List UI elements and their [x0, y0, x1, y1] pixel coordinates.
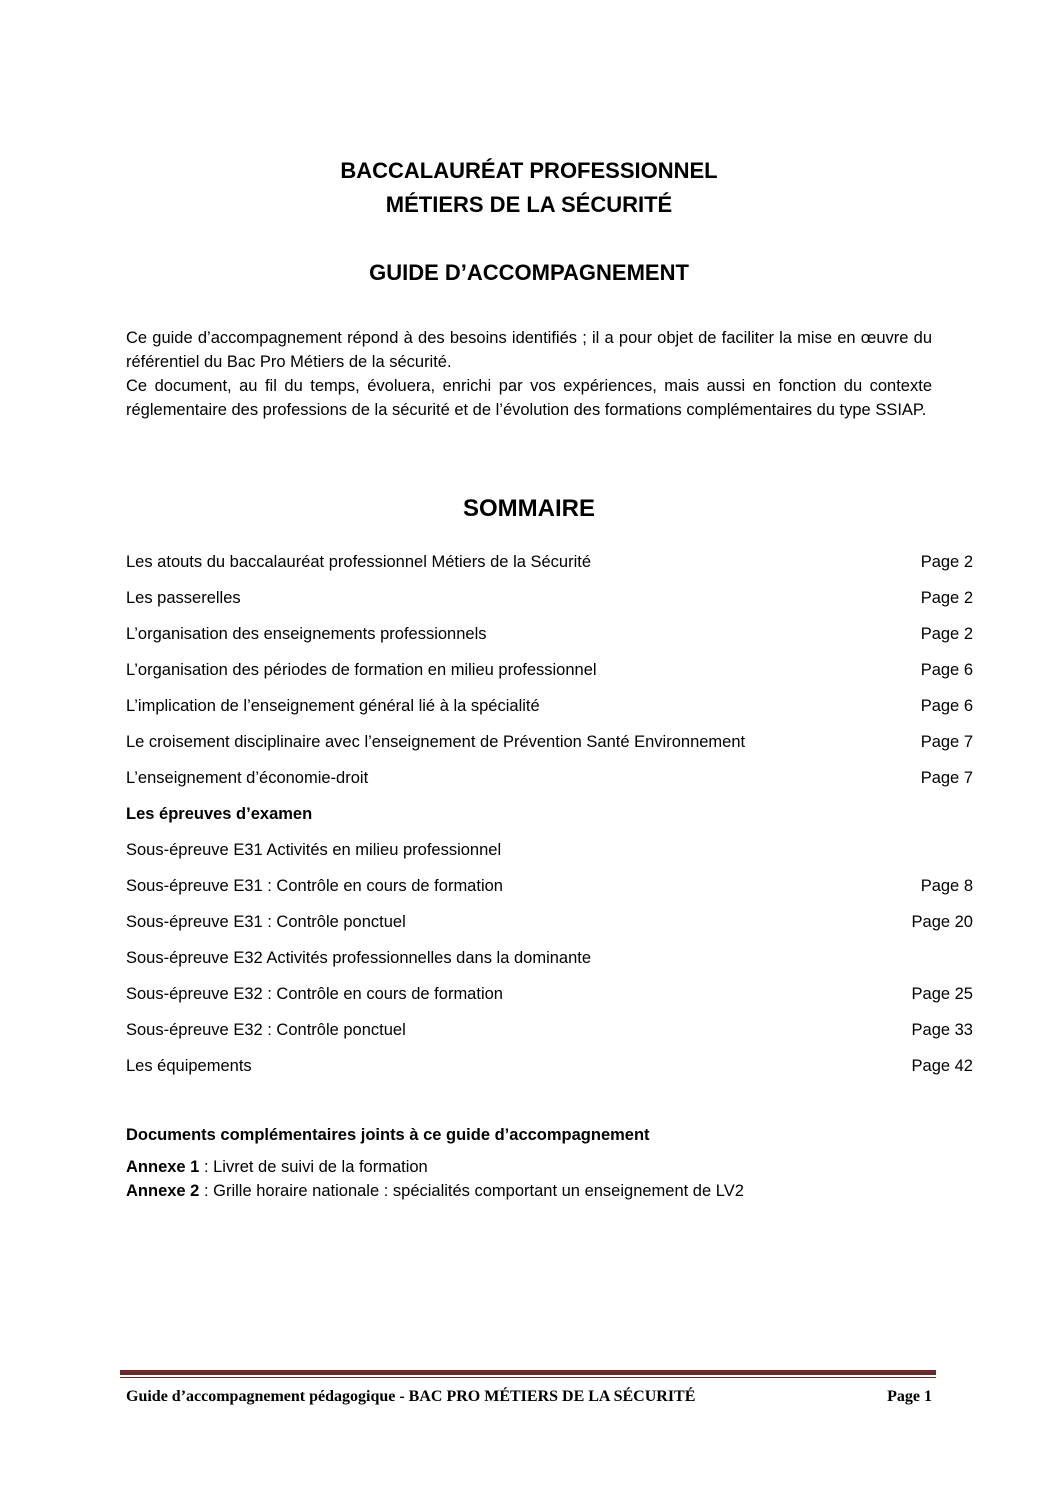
documents-heading: Documents complémentaires joints à ce guide d’accompagnement [126, 1126, 650, 1144]
toc-label: Sous-épreuve E31 : Contrôle ponctuel [126, 913, 406, 931]
toc-label: Sous-épreuve E31 : Contrôle en cours de formation [126, 877, 503, 895]
toc-label: Sous-épreuve E32 Activités professionnelles dans la dominante [126, 949, 592, 967]
toc-row [126, 656, 973, 692]
toc-label: Sous-épreuve E31 Activités en milieu professionnel [126, 841, 502, 859]
toc-row [126, 944, 973, 980]
toc-section-heading [126, 800, 973, 836]
annex-2-text: : Grille horaire nationale : spécialités comportant un enseignement de LV2 [199, 1182, 744, 1200]
toc-page: Page 2 [920, 553, 973, 571]
toc-label: Sous-épreuve E32 : Contrôle ponctuel [126, 1021, 406, 1039]
toc-page: Page 20 [911, 913, 973, 931]
toc-row [126, 908, 973, 944]
intro-paragraph-2: Ce document, au fil du temps, évoluera, enrichi par vos expériences, mais aussi en fonction du contexte réglementaire des professions de la sécurité et de l’évolution des formations complémentaires du type SSIAP. [126, 377, 932, 419]
title-line-2: MÉTIERS DE LA SÉCURITÉ [385, 192, 673, 217]
toc-label: Le croisement disciplinaire avec l’enseignement de Prévention Santé Environnement [126, 733, 746, 751]
annex-2-label: Annexe 2 [126, 1182, 200, 1200]
toc-row [126, 764, 973, 800]
toc-page: Page 25 [911, 985, 973, 1003]
intro-text [126, 326, 932, 422]
title-line-1: BACCALAURÉAT PROFESSIONNEL [340, 158, 718, 183]
toc-label: Les passerelles [126, 589, 241, 607]
toc-row [126, 980, 973, 1016]
sommaire-heading: SOMMAIRE [463, 495, 595, 522]
toc-label: Les atouts du baccalauréat professionnel Métiers de la Sécurité [126, 553, 592, 571]
toc-row [126, 584, 973, 620]
toc-page: Page 6 [920, 661, 973, 679]
toc-row [126, 1052, 973, 1088]
toc-page: Page 42 [911, 1057, 973, 1075]
toc-row [126, 620, 973, 656]
annex-1-label: Annexe 1 [126, 1158, 200, 1176]
subtitle: GUIDE D’ACCOMPAGNEMENT [369, 260, 689, 285]
toc-row [126, 548, 973, 584]
toc-page: Page 2 [920, 589, 973, 607]
annex-2 [126, 1179, 932, 1203]
toc-row [126, 728, 973, 764]
toc-page: Page 7 [920, 733, 973, 751]
toc-label: L’organisation des périodes de formation en milieu professionnel [126, 661, 597, 679]
table-of-contents [126, 548, 973, 1088]
toc-row [126, 836, 973, 872]
toc-page: Page 8 [920, 877, 973, 895]
toc-page: Page 7 [920, 769, 973, 787]
toc-row [126, 872, 973, 908]
toc-row [126, 692, 973, 728]
footer-divider [120, 1370, 936, 1375]
footer-page-number: Page 1 [887, 1388, 932, 1405]
toc-label: L’enseignement d’économie-droit [126, 769, 369, 787]
toc-row [126, 1016, 973, 1052]
toc-label: L’organisation des enseignements professionnels [126, 625, 487, 643]
complementary-documents [126, 1123, 932, 1203]
toc-label: Les épreuves d’examen [126, 805, 313, 823]
toc-label: Les équipements [126, 1057, 252, 1075]
toc-page: Page 33 [911, 1021, 973, 1039]
toc-label: L’implication de l’enseignement général lié à la spécialité [126, 697, 540, 715]
footer-divider-thin [120, 1377, 936, 1378]
toc-label: Sous-épreuve E32 : Contrôle en cours de formation [126, 985, 503, 1003]
annex-1 [126, 1155, 932, 1179]
intro-paragraph-1: Ce guide d’accompagnement répond à des besoins identifiés ; il a pour objet de faciliter la mise en œuvre du référentiel du Bac Pro Métiers de la sécurité. [126, 329, 932, 371]
annex-1-text: : Livret de suivi de la formation [199, 1158, 428, 1176]
page-footer [126, 1388, 932, 1406]
toc-page: Page 2 [920, 625, 973, 643]
footer-title: Guide d’accompagnement pédagogique - BAC PRO MÉTIERS DE LA SÉCURITÉ [126, 1388, 696, 1405]
toc-page: Page 6 [920, 697, 973, 715]
